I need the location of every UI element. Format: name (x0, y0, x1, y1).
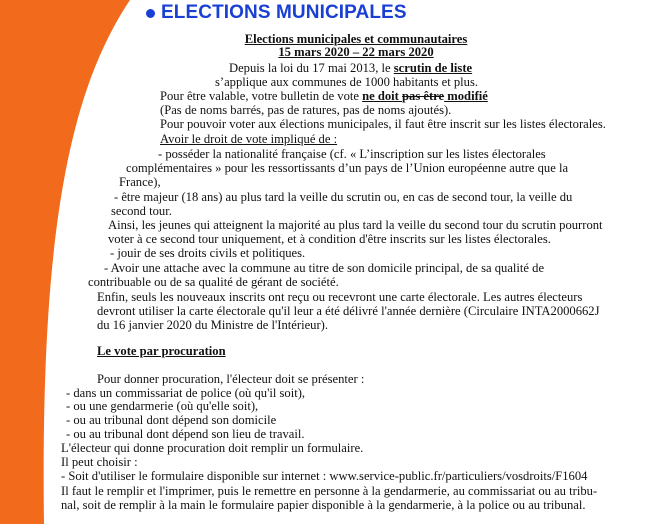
paragraph-jeunes-2: voter à ce second tour uniquement, et à condition d'être inscrits sur les listes électorales. (108, 232, 551, 246)
paragraph-inscrit: Pour pouvoir voter aux élections municipales, il faut être inscrit sur les listes électorales. (160, 117, 606, 131)
paragraph-remplir: Il faut le remplir et l'imprimer, puis le remettre en personne à la gendarmerie, au commissariat ou au tribu- (61, 484, 598, 498)
list-item-nationalite: - posséder la nationalité française (cf. « L’inscription sur les listes électorales (158, 147, 546, 161)
droit-de-vote-heading: Avoir le droit de vote impliqué de : (160, 132, 338, 146)
paragraph-carte-2: devront utiliser la carte électorale qu'il leur a été délivré l'année dernière (Circulaire INTA2000662J (97, 304, 600, 318)
list-item-commissariat: - dans un commissariat de police (où qu'il soit), (66, 386, 306, 400)
paragraph-jeunes: Ainsi, les jeunes qui atteignent la majorité au plus tard la veille du second tour du scrutin pourront (108, 218, 603, 232)
doc-dates: 15 mars 2020 – 22 mars 2020 (278, 45, 434, 59)
list-item-nationalite-3: France), (119, 175, 161, 189)
paragraph-internet: - Soit d'utiliser le formulaire disponible sur internet : www.service-public.fr/particuliers/vosdroits/F1604 (61, 469, 588, 483)
paragraph-loi: Depuis la loi du 17 mai 2013, le scrutin de liste (229, 61, 473, 75)
list-item-attache-2: contribuable ou de sa qualité de gérant de société. (88, 275, 339, 289)
paragraph-formulaire: L'électeur qui donne procuration doit remplir un formulaire. (61, 441, 364, 455)
paragraph-carte-3: du 16 janvier 2020 du Ministre de l'Intérieur). (97, 318, 328, 332)
section-heading (146, 2, 407, 24)
list-item-gendarmerie: - ou une gendarmerie (où qu'elle soit), (66, 399, 259, 413)
paragraph-bulletin: Pour être valable, votre bulletin de vote ne doit pas être modifié (160, 89, 488, 103)
struck-text: pas être (402, 89, 445, 103)
list-item-attache: - Avoir une attache avec la commune au titre de son domicile principal, de sa qualité de (104, 261, 545, 275)
list-item-droits-civils: - jouir de ses droits civils et politiques. (110, 246, 306, 260)
list-item-tribunal-domicile: - ou au tribunal dont dépend son domicile (66, 413, 277, 427)
paragraph-ratures: (Pas de noms barrés, pas de ratures, pas de noms ajoutés). (160, 103, 452, 117)
paragraph-communes: s’applique aux communes de 1000 habitants et plus. (215, 75, 479, 89)
bullet-icon (146, 9, 155, 18)
list-item-majeur: - être majeur (18 ans) au plus tard la veille du scrutin ou, en cas de second tour, la veille du (114, 190, 573, 204)
scrutin-de-liste: scrutin de liste (393, 61, 473, 75)
paragraph-carte: Enfin, seuls les nouveaux inscrits ont reçu ou recevront une carte électorale. Les autres électeurs (97, 290, 583, 304)
procuration-heading: Le vote par procuration (97, 344, 226, 358)
list-item-tribunal-travail: - ou au tribunal dont dépend son lieu de travail. (66, 427, 305, 441)
heading-text: ELECTIONS MUNICIPALES (161, 2, 407, 23)
paragraph-remplir-2: nal, soit de remplir à la main le formulaire papier disponible à la gendarmerie, à la police ou au tribunal. (61, 498, 586, 512)
paragraph-choisir: Il peut choisir : (61, 455, 138, 469)
paragraph-procuration: Pour donner procuration, l'électeur doit se présenter : (97, 372, 365, 386)
doc-title: Elections municipales et communautaires (244, 32, 468, 46)
list-item-majeur-2: second tour. (111, 204, 172, 218)
list-item-nationalite-2: complémentaires » pour les ressortissants d’un pays de l’Union européenne autre que la (126, 161, 569, 175)
